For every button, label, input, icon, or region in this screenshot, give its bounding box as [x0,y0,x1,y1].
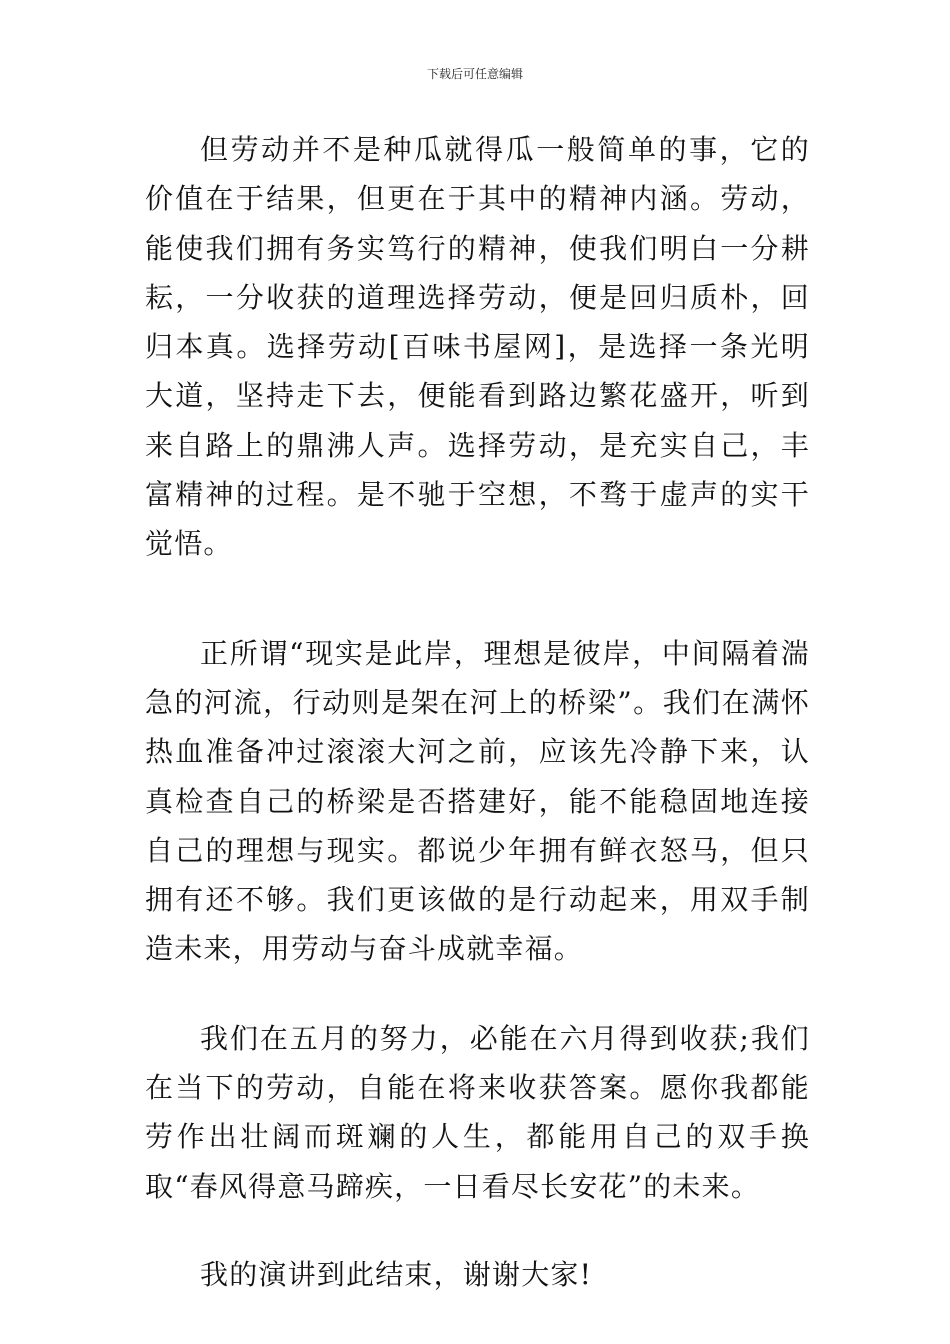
paragraph-labor-value: 但劳动并不是种瓜就得瓜一般简单的事，它的价值在于结果，但更在于其中的精神内涵。劳动，能使我们拥有务实笃行的精神，使我们明白一分耕耘，一分收获的道理选择劳动，便是回归质朴，回归本真。选择劳动[百味书屋网]，是选择一条光明大道，坚持走下去，便能看到路边繁花盛开，听到来自路上的鼎沸人声。选择劳动，是充实自己，丰富精神的过程。是不驰于空想，不骛于虚声的实干觉悟。 [145,133,810,561]
paragraph-closing: 我的演讲到此结束，谢谢大家! [200,1257,593,1291]
paragraph-may-june-harvest: 我们在五月的努力，必能在六月得到收获;我们在当下的劳动，自能在将来收获答案。愿你我都能劳作出壮阔而斑斓的人生，都能用自己的双手换取“春风得意马蹄疾，一日看尽长安花”的未来。 [145,1021,810,1203]
page-header-note: 下载后可任意编辑 [426,67,523,81]
document-body [145,125,810,1299]
paragraph-bridge-action: 正所谓“现实是此岸，理想是彼岸，中间隔着湍急的河流，行动则是架在河上的桥梁”。我们在满怀热血准备冲过滚滚大河之前，应该先冷静下来，认真检查自己的桥梁是否搭建好，能不能稳固地连接自己的理想与现实。都说少年拥有鲜衣怒马，但只拥有还不够。我们更该做的是行动起来，用双手制造未来，用劳动与奋斗成就幸福。 [145,636,810,966]
